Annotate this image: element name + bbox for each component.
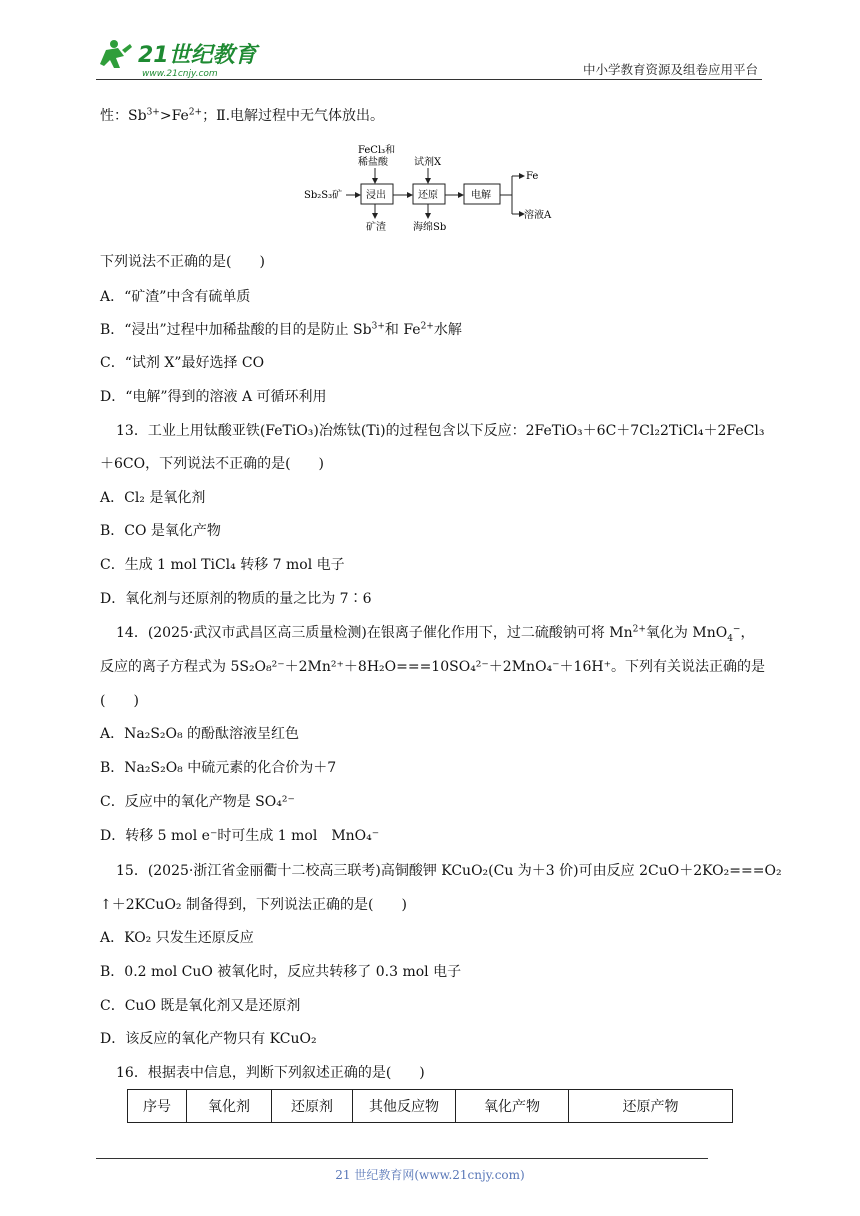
q14-option-a: A．Na₂S₂O₈ 的酚酞溶液呈红色 — [100, 726, 300, 742]
table-header-cell: 序号 — [128, 1090, 187, 1123]
q15-option-d: D．该反应的氧化产物只有 KCuO₂ — [100, 1031, 317, 1047]
q14-stem-line2: 反应的离子方程式为 5S₂O₈²⁻＋2Mn²⁺＋8H₂O===10SO₄²⁻＋2MnO₄⁻＋16H⁺。下列有关说法正确的是 — [100, 659, 765, 675]
table-header-cell: 氧化产物 — [456, 1090, 569, 1123]
q12-option-d: D．“电解”得到的溶液 A 可循环利用 — [100, 389, 327, 405]
diagram-input1b: 稀盐酸 — [358, 157, 388, 168]
diagram-step-reduce: 还原 — [418, 190, 438, 201]
q14-option-c: C．反应中的氧化产物是 SO₄²⁻ — [100, 794, 295, 810]
q13-stem-line1: 13．工业上用钛酸亚铁(FeTiO₃)冶炼钛(Ti)的过程包含以下反应：2FeTiO₃＋6C＋7Cl₂2TiCl₄＋2FeCl₃ — [116, 423, 765, 439]
diagram-ore: Sb₂S₃矿 — [304, 190, 343, 201]
q15-option-c: C．CuO 既是氧化剂又是还原剂 — [100, 998, 301, 1014]
intro-line: 性：$Sb^{3+}>Fe^{2+}$；Ⅱ.电解过程中无气体放出。 — [100, 107, 385, 124]
site-logo — [96, 36, 266, 80]
q14-stem-line3: ( ) — [100, 693, 139, 709]
q14-stem-line1: 14．(2025·武汉市武昌区高三质量检测)在银离子催化作用下，过二硫酸钠可将 $Mn^{2+}$氧化为 MnO$_4$−， — [116, 624, 755, 644]
q12-stem: 下列说法不正确的是( ) — [100, 254, 265, 270]
q13-option-b: B．CO 是氧化产物 — [100, 523, 221, 539]
svg-text:www.21cnjy.com: www.21cnjy.com — [142, 69, 218, 79]
q12-option-a: A．“矿渣”中含有硫单质 — [100, 289, 251, 305]
table-header-cell: 氧化剂 — [187, 1090, 272, 1123]
q14-option-d: D．转移 5 mol e⁻时可生成 1 mol MnO₄⁻ — [100, 828, 380, 844]
q15-stem-line2: ↑＋2KCuO₂ 制备得到，下列说法正确的是( ) — [100, 897, 407, 913]
q15-option-b: B．0.2 mol CuO 被氧化时，反应共转移了 0.3 mol 电子 — [100, 964, 462, 980]
q15-option-a: A．KO₂ 只发生还原反应 — [100, 930, 254, 946]
svg-text:21世纪教育: 21世纪教育 — [138, 43, 257, 68]
q16-table — [127, 1089, 733, 1123]
process-flow-diagram — [300, 140, 580, 236]
table-header-cell: 还原产物 — [569, 1090, 733, 1123]
q13-option-d: D．氧化剂与还原剂的物质的量之比为 7∶6 — [100, 591, 372, 607]
q15-stem-line1: 15．(2025·浙江省金丽衢十二校高三联考)高铜酸钾 KCuO₂(Cu 为＋3 价)可由反应 2CuO＋2KO₂===O₂ — [116, 863, 782, 879]
q13-option-a: A．Cl₂ 是氧化剂 — [100, 490, 206, 506]
q12-option-c: C．“试剂 X”最好选择 CO — [100, 355, 265, 371]
table-header-cell: 其他反应物 — [353, 1090, 456, 1123]
diagram-prod-fe: Fe — [526, 171, 539, 182]
diagram-out-slag: 矿渣 — [366, 222, 386, 233]
q12-option-b: B．“浸出”过程中加稀盐酸的目的是防止 $Sb^{3+}$和 $Fe^{2+}$水解 — [100, 321, 462, 338]
diagram-step-electrolysis: 电解 — [471, 190, 491, 201]
q16-stem: 16．根据表中信息，判断下列叙述正确的是( ) — [116, 1065, 425, 1081]
diagram-out-sponge: 海绵Sb — [413, 222, 447, 233]
q13-stem-line2: ＋6CO，下列说法不正确的是( ) — [100, 456, 325, 472]
footer-divider — [96, 1158, 708, 1159]
table-header-row — [128, 1090, 733, 1123]
diagram-step-leach: 浸出 — [366, 190, 386, 201]
footer-text[interactable]: 21 世纪教育网(www.21cnjy.com) — [335, 1168, 525, 1182]
q14-option-b: B．Na₂S₂O₈ 中硫元素的化合价为＋7 — [100, 760, 337, 776]
table-header-cell: 还原剂 — [272, 1090, 353, 1123]
diagram-prod-solution: 溶液A — [524, 210, 552, 221]
diagram-input1: FeCl₃和 — [358, 145, 396, 156]
q13-option-c: C．生成 1 mol TiCl₄ 转移 7 mol 电子 — [100, 557, 345, 573]
diagram-reagent: 试剂X — [414, 157, 442, 168]
page-header — [96, 30, 762, 82]
header-divider — [96, 79, 762, 80]
header-platform-text: 中小学教育资源及组卷应用平台 — [582, 62, 758, 77]
